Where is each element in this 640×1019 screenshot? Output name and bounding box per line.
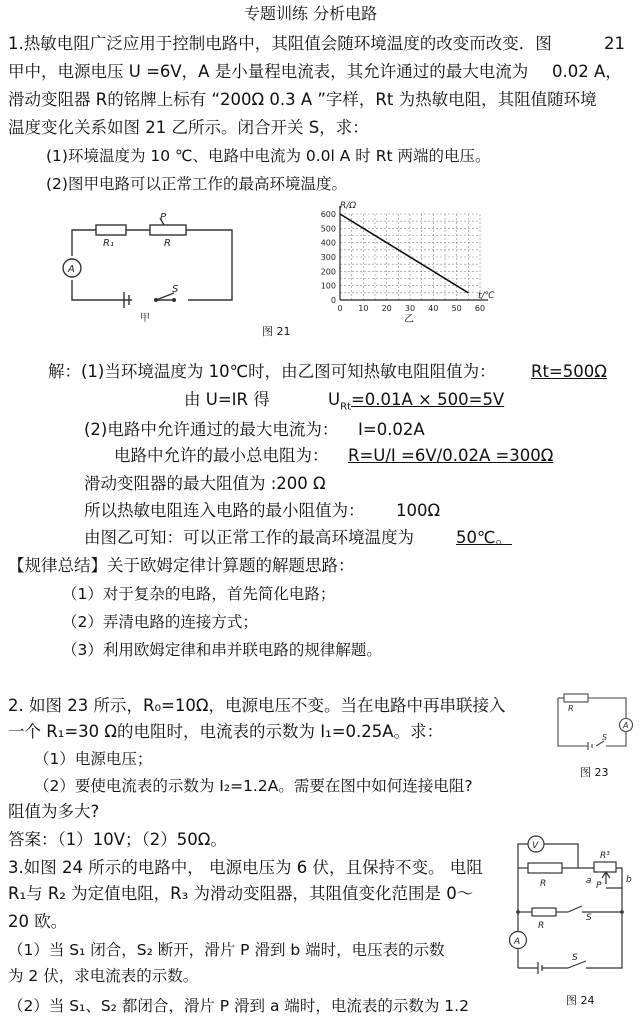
chart-caption: 乙: [404, 314, 414, 325]
circuit24-label-p: P: [596, 881, 602, 891]
rule-item-1: （1）对于复杂的电路，首先简化电路；: [62, 585, 336, 603]
p2-question-2: （2）要使电流表的示数为 I₂=1.2A。需要在图中如何连接电阻?: [34, 777, 473, 795]
chart-y-tick-label: 500: [320, 224, 336, 234]
solution-line-3-answer: I=0.02A: [358, 420, 425, 439]
chart-ylabel: R/Ω: [340, 201, 357, 211]
p2-answer: 答案：（1）10V；（2）50Ω。: [8, 830, 227, 849]
p1-line-1-num: 21: [604, 34, 625, 53]
resistance-temperature-chart: [306, 200, 510, 330]
rule-summary-heading: 【规律总结】关于欧姆定律计算题的解题思路：: [8, 556, 355, 575]
circuit24-label-v: V: [532, 841, 539, 851]
page-title: 专题训练 分析电路: [244, 4, 378, 23]
circuit24-label-a: a: [586, 876, 592, 886]
p2-line-1: 2. 如图 23 所示，R₀=10Ω，电源电压不变。当在电路中再串联接入: [8, 696, 506, 715]
solution-line-1-answer: Rt=500Ω: [531, 362, 607, 381]
circuit-label-r1: R₁: [103, 238, 114, 249]
solution-line-1: 解：(1)当环境温度为 10℃时，由乙图可知热敏电阻阻值为：: [48, 362, 496, 381]
p1-question-2: (2)图甲电路可以正常工作的最高环境温度。: [46, 175, 347, 193]
circuit-label-r: R: [164, 238, 171, 249]
circuit23-label-r: R: [568, 704, 574, 713]
p1-question-1: (1)环境温度为 10 ℃、电路中电流为 0.0l A 时 Rt 两端的电压。: [46, 147, 491, 165]
circuit24-label-r3: R³: [600, 851, 610, 861]
figure-24-caption: 图 24: [566, 994, 595, 1007]
solution-u-subscript: Rt: [340, 401, 351, 413]
circuit-label-jia: 甲: [140, 313, 150, 323]
solution-line-6-answer: 100Ω: [396, 501, 441, 520]
chart-y-tick-label: 100: [320, 281, 336, 291]
solution-line-2: 由 U=IR 得: [184, 390, 270, 409]
p1-line-1: 1.热敏电阻广泛应用于控制电路中，其阻值会随环境温度的改变而改变．图: [8, 34, 552, 53]
solution-u-symbol: U: [328, 390, 341, 409]
chart-y-tick-label: 600: [320, 210, 336, 219]
circuit24-label-s1: S: [586, 913, 592, 923]
p3-question-1-cont: 为 2 伏，求电流表的示数。: [8, 967, 199, 985]
chart-y-tick-label: 0: [330, 296, 336, 305]
chart-xlabel: t/℃: [478, 291, 495, 301]
circuit23-label-s: S: [602, 733, 608, 742]
chart-series-line: [340, 214, 468, 293]
chart-y-tick-label: 200: [320, 267, 336, 277]
solution-u-value: =0.01A × 500=5V: [350, 390, 505, 409]
figure-23-caption: 图 23: [580, 766, 609, 779]
chart-y-tick-label: 300: [320, 253, 336, 262]
circuit-label-s: S: [172, 284, 179, 295]
circuit24-label-am: A: [514, 937, 521, 947]
circuit24-label-r1: R: [540, 879, 547, 889]
rule-item-3: （3）利用欧姆定律和串并联电路的规律解题。: [62, 641, 382, 659]
chart-x-tick-label: 20: [381, 304, 392, 313]
circuit-diagram-jia: [56, 208, 246, 323]
p2-line-3: 阻值为多大?: [8, 802, 100, 821]
p2-question-1: （1）电源电压；: [34, 750, 153, 768]
p3-question-2: （2）当 S₁、S₂ 都闭合，滑片 P 滑到 a 端时，电流表的示数为 1.2: [8, 997, 469, 1015]
p3-line-1: 3.如图 24 所示的电路中， 电源电压为 6 伏，且保持不变。 电阻: [8, 858, 483, 877]
circuit23-label-a: A: [623, 721, 629, 730]
chart-x-tick-label: 10: [358, 304, 369, 313]
solution-line-4: 电路中允许的最小总电阻为：: [114, 446, 329, 465]
p3-line-3: 20 欧。: [8, 912, 68, 931]
solution-line-5: 滑动变阻器的最大阻值为 :200 Ω: [84, 474, 326, 493]
chart-x-tick-label: 0: [337, 304, 343, 313]
chart-y-tick-label: 400: [320, 238, 336, 248]
chart-x-tick-label: 60: [474, 304, 486, 313]
circuit-diagram-24: [498, 828, 638, 988]
circuit24-label-s: S: [572, 953, 578, 963]
chart-x-tick-label: 30: [404, 304, 416, 313]
p2-line-2: 一个 R₁=30 Ω的电阻时，电流表的示数为 I₁=0.25A。求：: [8, 722, 444, 741]
solution-line-4-answer: R=U/I =6V/0.02A =300Ω: [348, 446, 554, 465]
p1-line-4: 温度变化关系如图 21 乙所示。闭合开关 S，求：: [8, 118, 369, 137]
circuit24-label-r2: R: [538, 921, 545, 931]
circuit-label-p: P: [160, 212, 167, 223]
p3-question-1: （1）当 S₁ 闭合，S₂ 断开，滑片 P 滑到 b 端时，电压表的示数: [8, 941, 445, 959]
solution-line-2-eq: [328, 390, 504, 417]
solution-line-6: 所以热敏电阻连入电路的最小阻值为：: [84, 501, 365, 520]
solution-line-7: 由图乙可知：可以正常工作的最高环境温度为: [84, 528, 414, 547]
p1-line-2-val: 0.02 A，: [552, 62, 622, 81]
p1-line-2: 甲中，电源电压 U =6V，A 是小量程电流表，其允许通过的最大电流为: [8, 62, 529, 81]
p3-line-2: R₁与 R₂ 为定值电阻，R₃ 为滑动变阻器，其阻值变化范围是 0～: [8, 884, 474, 903]
chart-x-tick-label: 40: [428, 304, 439, 313]
rule-item-2: （2）弄清电路的连接方式；: [62, 613, 258, 631]
p1-line-3: 滑动变阻器 R的铭牌上标有 “200Ω 0.3 A ”字样，Rt 为热敏电阻，其阻值随环境: [8, 90, 597, 109]
circuit24-label-b: b: [626, 875, 632, 885]
circuit-label-a: A: [68, 264, 75, 275]
chart-x-tick-label: 50: [451, 304, 462, 313]
solution-line-3: (2)电路中允许通过的最大电流为：: [84, 420, 339, 439]
figure-21-caption: 图 21: [262, 325, 291, 338]
solution-line-7-answer: 50℃。: [456, 528, 513, 547]
circuit-diagram-23: [548, 688, 638, 760]
